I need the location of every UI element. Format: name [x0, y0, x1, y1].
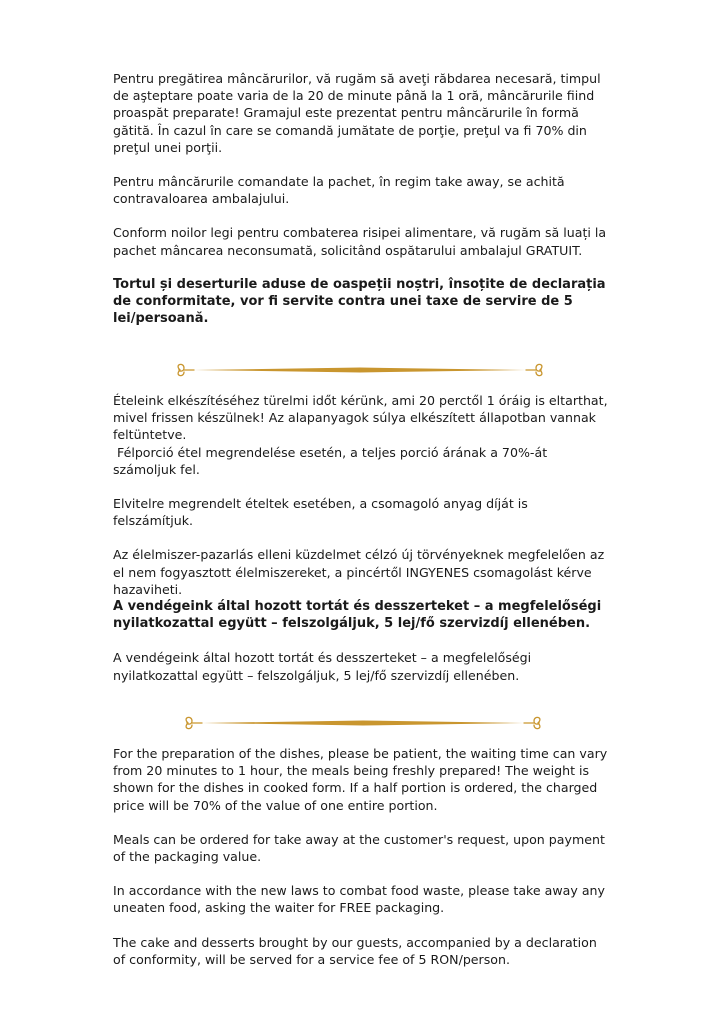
hu-half-portion-paragraph: Félporció étel megrendelése esetén, a teljes porció árának a 70%-át számoljuk fel. [113, 444, 552, 477]
hu-foodwaste-paragraph: Az élelmiszer-pazarlás elleni küzdelmet célzó új törvényeknek megfelelően az el nem fogyasztott élelmiszereket, a pincértől INGYENES csomagolást kérve hazaviheti. [113, 547, 605, 597]
hu-preparation-paragraph: Ételeink elkészítéséhez türelmi időt kérünk, ami 20 perctől 1 óráig is eltarthat, mivel frissen készülnek! Az alapanyagok súlya elkészített állapotban vannak feltüntetve. [113, 393, 608, 443]
ro-cake-fee-paragraph: Tortul și deserturile aduse de oaspeții noștri, însoțite de declarația de conformitate, vor fi servite contra unei taxe de servire de 5 lei/persoană. [113, 276, 606, 327]
en-cake-fee-paragraph: The cake and desserts brought by our guests, accompanied by a declaration of conformity, will be served for a service fee of 5 RON/person. [113, 934, 597, 967]
ro-preparation-paragraph: Pentru pregătirea mâncărurilor, vă rugăm să aveţi răbdarea necesară, timpul de aşteptare poate varia de la 20 de minute până la 1 oră, mâncărurile fiind proaspăt preparate! Gramajul este prezentat pentru mâncărurile în formă gătită. În cazul în care se comandă jumătate de porţie, preţul va fi 70% din preţul unei porţii. [113, 71, 601, 155]
ornamental-divider-bottom [178, 713, 548, 733]
ro-foodwaste-paragraph: Conform noilor legi pentru combaterea risipei alimentare, vă rugăm să luați la pachet mâncarea neconsumată, solicitând ospătarului ambalajul GRATUIT. [113, 225, 607, 258]
romanian-section [113, 70, 608, 327]
en-foodwaste-paragraph: In accordance with the new laws to combat food waste, please take away any uneaten food, asking the waiter for FREE packaging. [113, 883, 605, 916]
en-preparation-paragraph: For the preparation of the dishes, please be patient, the waiting time can vary from 20 minutes to 1 hour, the meals being freshly prepared! The weight is shown for the dishes in cooked form. If a half portion is ordered, the charged price will be 70% of the value of one entire portion. [113, 746, 608, 813]
hu-cake-fee-paragraph: A vendégeink által hozott tortát és desszerteket – a megfelelőségi nyilatkozattal együtt – felszolgáljuk, 5 lej/fő szervizdíj ellenében. [113, 650, 532, 683]
hu-takeaway-paragraph: Elvitelre megrendelt ételtek esetében, a csomagoló anyag díját is felszámítjuk. [113, 496, 528, 529]
english-section [113, 745, 608, 968]
hungarian-section [113, 392, 608, 684]
en-takeaway-paragraph: Meals can be ordered for take away at the customer's request, upon payment of the packaging value. [113, 831, 605, 865]
ro-takeaway-paragraph: Pentru mâncărurile comandate la pachet, în regim take away, se achită contravaloarea ambalajului. [113, 174, 565, 207]
hu-cake-fee-bold-paragraph: A vendégeink által hozott tortát és desszerteket – a megfelelőségi nyilatkozattal együtt – felszolgáljuk, 5 lej/fő szervizdíj ellenében. [113, 599, 602, 632]
ornamental-divider-top [170, 360, 550, 380]
